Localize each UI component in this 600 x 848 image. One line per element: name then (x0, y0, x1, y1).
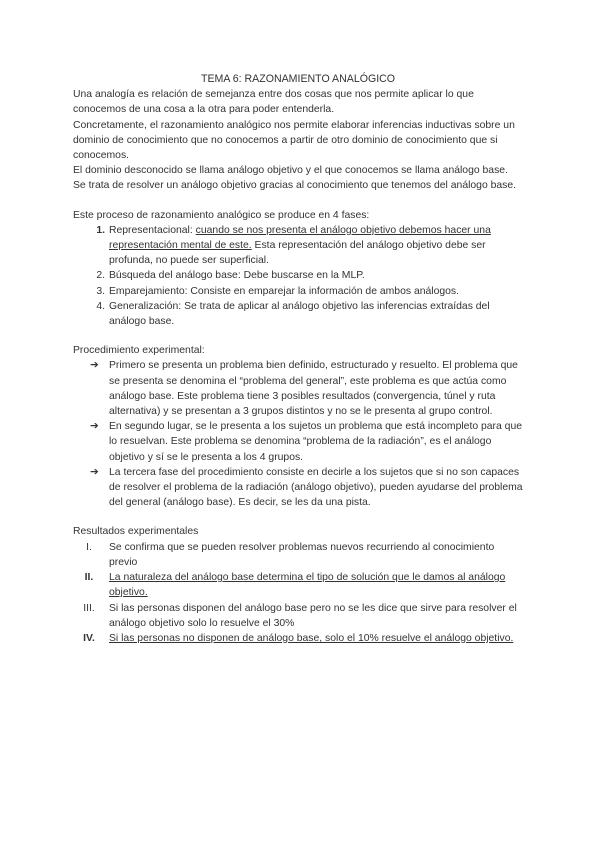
phase-item (73, 268, 523, 283)
procedure-item (73, 465, 523, 511)
list-marker: 2. (96, 270, 105, 282)
document-page (73, 72, 523, 646)
list-marker: 4. (96, 300, 105, 312)
result-item (73, 601, 523, 631)
phase-lead: Representacional: (109, 224, 196, 236)
phase-rest: Esta representación del análogo objetivo debe ser profunda, no puede ser superficial. (109, 240, 486, 267)
procedure-item (73, 358, 523, 419)
result-text: Se confirma que se pueden resolver problemas nuevos recurriendo al conocimiento previo (109, 541, 495, 568)
arrow-icon: ➔ (90, 466, 99, 478)
arrow-icon: ➔ (90, 360, 99, 372)
list-marker: IV. (83, 632, 95, 644)
intro-paragraph-4: Se trata de resolver un análogo objetivo gracias al conocimiento que tenemos del análogo base. (73, 180, 517, 192)
intro-paragraph-1: Una analogía es relación de semejanza entre dos cosas que nos permite aplicar lo que conocemos de una cosa a la otra para poder entenderla. (73, 89, 474, 116)
phase-lead: Generalización: Se trata de aplicar al análogo objetivo las inferencias extraídas del análogo base. (109, 300, 490, 328)
procedure-list (73, 358, 523, 510)
phase-item (73, 299, 523, 329)
arrow-icon: ➔ (90, 421, 99, 433)
procedure-item (73, 419, 523, 465)
phase-underlined: cuando se nos presenta el análogo objetivo debemos hacer una representación mental de este. (109, 224, 491, 252)
procedure-text: Primero se presenta un problema bien definido, estructurado y resuelto. El problema que se presenta se denomina el “problema del general”, este problema es que actúa como análogo base. Este problema tiene 3 posibles resultados (convergencia, túnel y ruta alternativa) y se presentan a 3 grupos distintos y no se le presenta al grupo control. (109, 360, 518, 418)
result-item (73, 540, 523, 570)
results-heading: Resultados experimentales (73, 526, 199, 538)
intro-paragraph-3: El dominio desconocido se llama análogo objetivo y el que conocemos se llama análogo base. (73, 165, 508, 177)
result-item (73, 570, 523, 600)
results-list (73, 540, 523, 646)
procedure-text: En segundo lugar, se le presenta a los sujetos un problema que está incompleto para que lo resuelvan. Este problema se denomina “problema de la radiación”, es el análogo objetivo y sí se le presenta a los 4 grupos. (109, 421, 523, 463)
page-title: TEMA 6: RAZONAMIENTO ANALÓGICO (200, 73, 396, 85)
list-marker: I. (86, 541, 92, 553)
list-marker: II. (84, 572, 94, 584)
phases-heading: Este proceso de razonamiento analógico se produce en 4 fases: (73, 209, 370, 221)
list-marker: 3. (96, 285, 105, 297)
result-text: Si las personas disponen del análogo base pero no se les dice que sirve para resolver el análogo objetivo solo lo resuelve el 30% (109, 602, 517, 629)
result-text: Si las personas no disponen de análogo base, solo el 10% resuelve el análogo objetivo. (109, 632, 514, 644)
list-marker: III. (83, 602, 95, 614)
phase-lead: Emparejamiento: Consiste en emparejar la información de ambos análogos. (109, 285, 460, 297)
result-text: La naturaleza del análogo base determina el tipo de solución que le damos al análogo objetivo. (109, 572, 506, 599)
result-item (73, 631, 523, 646)
list-marker: 1. (96, 224, 105, 236)
phases-list (73, 223, 523, 329)
procedure-heading: Procedimiento experimental: (73, 345, 205, 357)
phase-item (73, 284, 523, 299)
intro-paragraph-2: Concretamente, el razonamiento analógico nos permite elaborar inferencias inductivas sobre un dominio de conocimiento que no conocemos a partir de otro dominio de conocimiento que si conocemos. (73, 119, 515, 162)
procedure-text: La tercera fase del procedimiento consiste en decirle a los sujetos que si no son capaces de resolver el problema de la radiación (análogo objetivo), pueden ayudarse del problema del general (análogo base). Es decir, se les da una pista. (109, 466, 523, 509)
phase-lead: Búsqueda del análogo base: Debe buscarse en la MLP. (109, 270, 365, 282)
phase-item (73, 223, 523, 269)
